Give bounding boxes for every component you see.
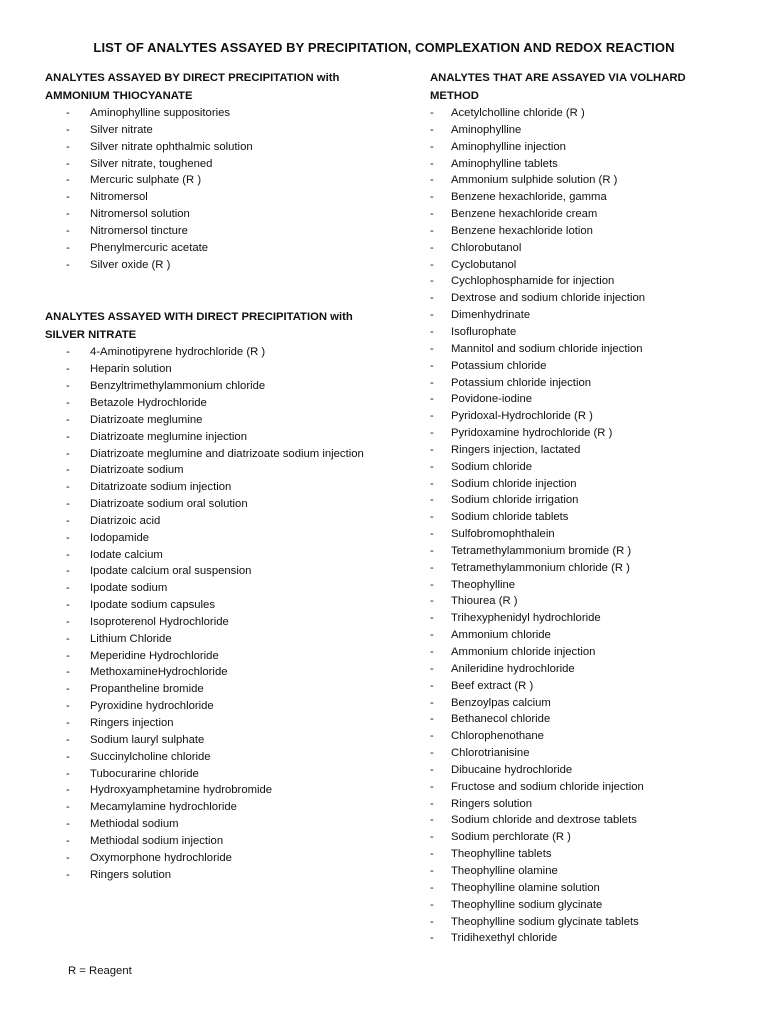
- list-item: [430, 156, 730, 173]
- list-item: [45, 206, 390, 223]
- analyte-name: Sodium perchlorate (R ): [451, 831, 571, 844]
- analyte-name: Thiourea (R ): [451, 595, 518, 608]
- dash-bullet: -: [430, 814, 434, 827]
- list-item: [45, 664, 390, 681]
- dash-bullet: -: [66, 717, 70, 729]
- analyte-name: Propantheline bromide: [90, 683, 204, 696]
- list-item: [45, 597, 390, 614]
- analyte-name: Betazole Hydrochloride: [90, 396, 207, 409]
- analyte-name: Benzene hexachloride, gamma: [451, 191, 607, 204]
- analyte-name: Fructose and sodium chloride injection: [451, 780, 644, 793]
- left-column: [45, 70, 390, 883]
- dash-bullet: -: [66, 649, 70, 662]
- dash-bullet: -: [66, 531, 70, 544]
- analyte-name: Bethanecol chloride: [451, 713, 551, 726]
- list-item: [430, 661, 730, 678]
- list-item: [430, 711, 730, 728]
- list-item: [430, 593, 730, 610]
- dash-bullet: -: [430, 325, 434, 338]
- list-item: [430, 358, 730, 375]
- dash-bullet: -: [430, 763, 434, 776]
- analyte-list-volhard: [430, 105, 730, 947]
- analyte-name: Chlorophenothane: [451, 730, 544, 743]
- section-heading-line1: ANALYTES ASSAYED WITH DIRECT PRECIPITATION with: [45, 311, 353, 324]
- dash-bullet: -: [66, 582, 70, 595]
- dash-bullet: -: [66, 258, 70, 271]
- list-item: [45, 172, 390, 189]
- analyte-name: Tubocurarine chloride: [90, 767, 199, 780]
- dash-bullet: -: [430, 612, 434, 625]
- list-item: [430, 846, 730, 863]
- dash-bullet: -: [66, 140, 70, 153]
- section-heading: [45, 70, 390, 105]
- dash-bullet: -: [430, 646, 434, 658]
- dash-bullet: -: [430, 224, 434, 237]
- analyte-name: Potassium chloride: [451, 359, 547, 372]
- dash-bullet: -: [66, 380, 70, 393]
- dash-bullet: -: [66, 683, 70, 696]
- list-item: [45, 580, 390, 597]
- dash-bullet: -: [430, 848, 434, 861]
- section-heading-line2: AMMONIUM THIOCYANATE: [45, 89, 193, 102]
- analyte-name: Succinylcholine chloride: [90, 750, 211, 763]
- dash-bullet: -: [430, 275, 434, 288]
- dash-bullet: -: [430, 460, 434, 473]
- analyte-name: Iodopamide: [90, 531, 150, 544]
- list-item: [430, 930, 730, 947]
- dash-bullet: -: [430, 494, 434, 507]
- list-item: [430, 189, 730, 206]
- analyte-list-ammonium-thiocyanate: [45, 105, 390, 273]
- dash-bullet: -: [430, 157, 434, 170]
- analyte-name: Cychlophosphamide for injection: [451, 275, 615, 288]
- section-heading-line2: METHOD: [430, 89, 479, 102]
- list-item: [430, 341, 730, 358]
- list-item: [430, 897, 730, 914]
- list-item: [45, 378, 390, 395]
- list-item: [430, 324, 730, 341]
- dash-bullet: -: [430, 881, 434, 894]
- analyte-name: Cyclobutanol: [451, 258, 517, 271]
- analyte-name: Pyridoxamine hydrochloride (R ): [451, 427, 613, 440]
- analyte-name: Tetramethylammonium bromide (R ): [451, 544, 632, 557]
- page-title: LIST OF ANALYTES ASSAYED BY PRECIPITATION, COMPLEXATION AND REDOX REACTION: [93, 40, 675, 55]
- list-item: [430, 459, 730, 476]
- section-ammonium-thiocyanate: [45, 70, 390, 273]
- dash-bullet: -: [430, 258, 434, 271]
- analyte-name: Meperidine Hydrochloride: [90, 649, 219, 662]
- dash-bullet: -: [66, 464, 70, 477]
- list-item: [430, 492, 730, 509]
- list-item: [430, 223, 730, 240]
- list-item: [430, 796, 730, 813]
- analyte-name: Diatrizoate meglumine: [90, 413, 203, 426]
- list-item: [430, 257, 730, 274]
- analyte-name: Pyridoxal-Hydrochloride (R ): [451, 410, 593, 423]
- list-item: [45, 833, 390, 850]
- list-item: [45, 547, 390, 564]
- analyte-name: Ipodate sodium capsules: [90, 599, 215, 612]
- dash-bullet: -: [430, 140, 434, 153]
- list-item: [430, 914, 730, 931]
- list-item: [45, 681, 390, 698]
- analyte-name: 4-Aminotipyrene hydrochloride (R ): [90, 346, 266, 359]
- dash-bullet: -: [430, 410, 434, 423]
- analyte-name: MethoxamineHydrochloride: [90, 666, 228, 679]
- analyte-name: Chlorotrianisine: [451, 747, 530, 760]
- list-item: [430, 172, 730, 189]
- analyte-name: Sodium chloride irrigation: [451, 494, 579, 507]
- list-item: [430, 375, 730, 392]
- analyte-name: Theophylline olamine: [451, 864, 558, 877]
- analyte-name: Benzoylpas calcium: [451, 696, 551, 709]
- list-item: [45, 496, 390, 513]
- list-item: [430, 577, 730, 594]
- list-item: [45, 513, 390, 530]
- dash-bullet: -: [430, 123, 434, 136]
- analyte-name: Theophylline olamine solution: [451, 881, 600, 894]
- section-heading: [430, 70, 730, 105]
- analyte-name: Ipodate calcium oral suspension: [90, 565, 252, 578]
- dash-bullet: -: [430, 747, 434, 760]
- analyte-name: Mannitol and sodium chloride injection: [451, 342, 643, 355]
- analyte-name: Nitromersol solution: [90, 208, 190, 221]
- list-item: [45, 799, 390, 816]
- list-item: [45, 766, 390, 783]
- list-item: [45, 715, 390, 732]
- dash-bullet: -: [66, 818, 70, 831]
- analyte-name: Theophylline tablets: [451, 848, 552, 861]
- list-item: [45, 395, 390, 412]
- analyte-name: Heparin solution: [90, 363, 172, 376]
- analyte-name: Diatrizoate meglumine and diatrizoate sodium injection: [90, 447, 364, 460]
- analyte-name: Dimenhydrinate: [451, 309, 531, 322]
- list-item: [430, 812, 730, 829]
- analyte-name: Diatrizoate sodium oral solution: [90, 498, 248, 511]
- dash-bullet: -: [430, 696, 434, 709]
- analyte-name: Theophylline: [451, 578, 516, 591]
- section-silver-nitrate: [45, 309, 390, 883]
- dash-bullet: -: [430, 309, 434, 322]
- dash-bullet: -: [66, 191, 70, 204]
- analyte-name: Oxymorphone hydrochloride: [90, 851, 232, 864]
- list-item: [45, 648, 390, 665]
- analyte-name: Hydroxyamphetamine hydrobromide: [90, 784, 273, 797]
- list-item: [45, 782, 390, 799]
- section-heading-line1: ANALYTES THAT ARE ASSAYED VIA VOLHARD: [430, 72, 686, 84]
- dash-bullet: -: [66, 157, 70, 170]
- dash-bullet: -: [430, 864, 434, 877]
- dash-bullet: -: [430, 797, 434, 810]
- list-item: [45, 749, 390, 766]
- section-heading-line1: ANALYTES ASSAYED BY DIRECT PRECIPITATION with: [45, 72, 340, 84]
- dash-bullet: -: [430, 544, 434, 557]
- analyte-name: Beef extract (R ): [451, 679, 534, 692]
- list-item: [45, 462, 390, 479]
- list-item: [45, 563, 390, 580]
- dash-bullet: -: [66, 666, 70, 679]
- analyte-name: Phenylmercuric acetate: [90, 241, 209, 254]
- dash-bullet: -: [430, 595, 434, 608]
- analyte-name: Diatrizoate sodium: [90, 464, 184, 477]
- section-heading: [45, 309, 390, 344]
- analyte-name: Silver nitrate: [90, 123, 153, 136]
- analyte-name: Nitromersol: [90, 191, 148, 204]
- dash-bullet: -: [430, 208, 434, 221]
- list-item: [45, 361, 390, 378]
- dash-bullet: -: [66, 123, 70, 136]
- analyte-name: Sodium chloride tablets: [451, 511, 569, 524]
- list-item: [45, 240, 390, 257]
- list-item: [430, 391, 730, 408]
- right-column: [430, 70, 730, 947]
- dash-bullet: -: [66, 430, 70, 443]
- dash-bullet: -: [66, 548, 70, 561]
- dash-bullet: -: [430, 477, 434, 490]
- dash-bullet: -: [66, 208, 70, 221]
- dash-bullet: -: [66, 107, 70, 119]
- dash-bullet: -: [66, 413, 70, 426]
- dash-bullet: -: [430, 443, 434, 456]
- analyte-name: Ipodate sodium: [90, 582, 168, 595]
- dash-bullet: -: [66, 801, 70, 814]
- list-item: [430, 476, 730, 493]
- list-item: [430, 442, 730, 459]
- dash-bullet: -: [430, 662, 434, 675]
- dash-bullet: -: [430, 561, 434, 574]
- analyte-name: Methiodal sodium: [90, 818, 179, 831]
- list-item: [45, 139, 390, 156]
- analyte-name: Isoflurophate: [451, 325, 517, 338]
- dash-bullet: -: [66, 750, 70, 763]
- dash-bullet: -: [66, 396, 70, 409]
- list-item: [430, 728, 730, 745]
- analyte-name: Diatrizoic acid: [90, 514, 161, 527]
- analyte-name: Benzene hexachloride lotion: [451, 224, 593, 237]
- analyte-name: Ditatrizoate sodium injection: [90, 481, 232, 494]
- list-item: [45, 530, 390, 547]
- list-item: [45, 344, 390, 361]
- list-item: [45, 614, 390, 631]
- dash-bullet: -: [430, 679, 434, 692]
- list-item: [430, 206, 730, 223]
- analyte-name: Tridihexethyl chloride: [451, 932, 558, 945]
- dash-bullet: -: [66, 599, 70, 612]
- dash-bullet: -: [430, 376, 434, 389]
- list-item: [430, 829, 730, 846]
- analyte-list-silver-nitrate: [45, 344, 390, 883]
- analyte-name: Sodium chloride injection: [451, 477, 577, 490]
- analyte-name: Sulfobromophthalein: [451, 528, 555, 541]
- dash-bullet: -: [430, 511, 434, 524]
- dash-bullet: -: [66, 868, 70, 881]
- list-item: [430, 560, 730, 577]
- list-item: [45, 850, 390, 867]
- analyte-name: Anileridine hydrochloride: [451, 662, 575, 675]
- dash-bullet: -: [430, 427, 434, 440]
- list-item: [45, 732, 390, 749]
- list-item: [45, 156, 390, 173]
- dash-bullet: -: [66, 363, 70, 376]
- analyte-name: Mecamylamine hydrochloride: [90, 801, 237, 814]
- section-heading-line2: SILVER NITRATE: [45, 328, 137, 341]
- dash-bullet: -: [430, 713, 434, 726]
- list-item: [45, 257, 390, 274]
- dash-bullet: -: [66, 834, 70, 847]
- analyte-name: Mercuric sulphate (R ): [90, 174, 202, 187]
- analyte-name: Benzyltrimethylammonium chloride: [90, 380, 266, 393]
- dash-bullet: -: [66, 632, 70, 645]
- list-item: [430, 273, 730, 290]
- analyte-name: Potassium chloride injection: [451, 376, 592, 389]
- list-item: [430, 678, 730, 695]
- dash-bullet: -: [430, 359, 434, 372]
- analyte-name: Tetramethylammonium chloride (R ): [451, 561, 630, 574]
- analyte-name: Pyroxidine hydrochloride: [90, 700, 214, 713]
- list-item: [430, 644, 730, 661]
- list-item: [430, 526, 730, 543]
- dash-bullet: -: [66, 174, 70, 187]
- analyte-name: Sodium chloride: [451, 460, 533, 473]
- dash-bullet: -: [66, 733, 70, 746]
- section-volhard-method: [430, 70, 730, 947]
- list-item: [430, 695, 730, 712]
- analyte-name: Iodate calcium: [90, 548, 163, 561]
- list-item: [45, 631, 390, 648]
- analyte-name: Diatrizoate meglumine injection: [90, 430, 247, 443]
- analyte-name: Trihexyphenidyl hydrochloride: [451, 612, 601, 625]
- analyte-name: Nitromersol tincture: [90, 224, 188, 237]
- dash-bullet: -: [430, 528, 434, 541]
- list-item: [45, 122, 390, 139]
- dash-bullet: -: [66, 224, 70, 237]
- list-item: [430, 408, 730, 425]
- list-item: [430, 105, 730, 122]
- analyte-name: Ringers solution: [90, 868, 172, 881]
- dash-bullet: -: [430, 191, 434, 204]
- list-item: [430, 627, 730, 644]
- list-item: [430, 240, 730, 257]
- list-item: [430, 290, 730, 307]
- list-item: [430, 745, 730, 762]
- analyte-name: Aminophylline injection: [451, 140, 566, 153]
- list-item: [430, 307, 730, 324]
- dash-bullet: -: [66, 447, 70, 460]
- dash-bullet: -: [430, 174, 434, 187]
- dash-bullet: -: [430, 629, 434, 642]
- dash-bullet: -: [66, 767, 70, 780]
- dash-bullet: -: [66, 700, 70, 713]
- list-item: [45, 867, 390, 884]
- analyte-name: Acetylcholline chloride (R ): [451, 107, 585, 119]
- list-item: [430, 610, 730, 627]
- list-item: [430, 509, 730, 526]
- analyte-name: Dibucaine hydrochloride: [451, 763, 573, 776]
- dash-bullet: -: [66, 615, 70, 628]
- dash-bullet: -: [66, 851, 70, 864]
- analyte-name: Methiodal sodium injection: [90, 834, 224, 847]
- list-item: [45, 479, 390, 496]
- dash-bullet: -: [430, 393, 434, 406]
- analyte-name: Ringers injection: [90, 717, 174, 729]
- dash-bullet: -: [66, 514, 70, 527]
- dash-bullet: -: [66, 241, 70, 254]
- dash-bullet: -: [430, 107, 434, 119]
- analyte-name: Povidone-iodine: [451, 393, 533, 406]
- analyte-name: Sodium lauryl sulphate: [90, 733, 205, 746]
- list-item: [45, 698, 390, 715]
- analyte-name: Sodium chloride and dextrose tablets: [451, 814, 637, 827]
- analyte-name: Aminophylline: [451, 123, 522, 136]
- analyte-name: Theophylline sodium glycinate tablets: [451, 915, 639, 928]
- analyte-name: Chlorobutanol: [451, 241, 522, 254]
- analyte-name: Benzene hexachloride cream: [451, 208, 598, 221]
- dash-bullet: -: [430, 932, 434, 945]
- list-item: [45, 223, 390, 240]
- analyte-name: Ringers injection, lactated: [451, 443, 581, 456]
- list-item: [45, 446, 390, 463]
- analyte-name: Isoproterenol Hydrochloride: [90, 615, 229, 628]
- analyte-name: Silver oxide (R ): [90, 258, 171, 271]
- list-item: [430, 139, 730, 156]
- dash-bullet: -: [430, 730, 434, 743]
- list-item: [430, 880, 730, 897]
- list-item: [45, 412, 390, 429]
- analyte-name: Ammonium chloride injection: [451, 646, 596, 658]
- analyte-name: Ammonium chloride: [451, 629, 551, 642]
- analyte-name: Dextrose and sodium chloride injection: [451, 292, 646, 305]
- analyte-name: Ringers solution: [451, 797, 533, 810]
- list-item: [430, 122, 730, 139]
- footnote-legend: R = Reagent: [68, 965, 132, 977]
- analyte-name: Aminophylline tablets: [451, 157, 558, 170]
- dash-bullet: -: [430, 241, 434, 254]
- analyte-name: Lithium Chloride: [90, 632, 172, 645]
- list-item: [430, 425, 730, 442]
- list-item: [45, 105, 390, 122]
- dash-bullet: -: [430, 915, 434, 928]
- analyte-name: Silver nitrate, toughened: [90, 157, 213, 170]
- analyte-name: Theophylline sodium glycinate: [451, 898, 603, 911]
- analyte-name: Silver nitrate ophthalmic solution: [90, 140, 253, 153]
- analyte-name: Aminophylline suppositories: [90, 107, 231, 119]
- list-item: [45, 816, 390, 833]
- dash-bullet: -: [66, 481, 70, 494]
- list-item: [430, 779, 730, 796]
- dash-bullet: -: [66, 346, 70, 359]
- list-item: [430, 543, 730, 560]
- list-item: [45, 189, 390, 206]
- analyte-name: Ammonium sulphide solution (R ): [451, 174, 618, 187]
- list-item: [45, 429, 390, 446]
- list-item: [430, 863, 730, 880]
- dash-bullet: -: [430, 578, 434, 591]
- dash-bullet: -: [430, 898, 434, 911]
- list-item: [430, 762, 730, 779]
- dash-bullet: -: [430, 831, 434, 844]
- dash-bullet: -: [66, 565, 70, 578]
- dash-bullet: -: [66, 498, 70, 511]
- dash-bullet: -: [430, 780, 434, 793]
- dash-bullet: -: [430, 292, 434, 305]
- dash-bullet: -: [66, 784, 70, 797]
- dash-bullet: -: [430, 342, 434, 355]
